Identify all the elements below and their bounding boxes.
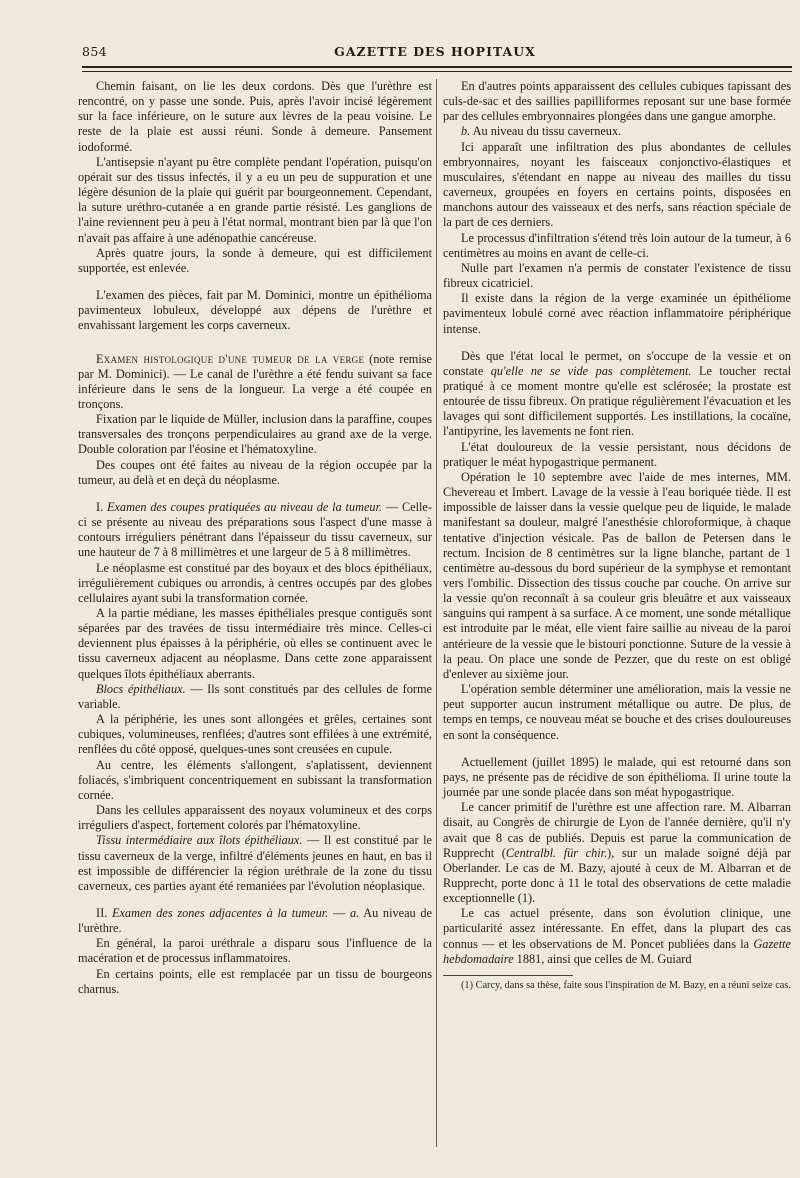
paragraph: Chemin faisant, on lie les deux cordons. Dès que l'urèthre est rencontré, on y passe une sonde. Puis, après l'avoir incisé légèrement sur la face inférieure, on le suture aux lèvres de la peau voisine. Le reste de la plaie est aussi réuni. Sonde à demeure. Pansement iodoformé. <box>78 79 432 154</box>
paragraph <box>443 800 791 906</box>
paragraph: L'opération semble déterminer une amélioration, mais la vessie ne peut supporter aucun instrument métallique ou autre. De plus, de temps en temps, ce nouveau méat se bouche et des crises douloureuses en sont la conséquence. <box>443 682 791 742</box>
paragraph: Ici apparaît une infiltration des plus abondantes de cellules embryonnaires, noyant les faisceaux conjonctivo-élastiques et musculaires, s'étendant en nappe au niveau des mailles du tissu caverneux, groupées en foyers en certains points, disposées en manchons autour des vaisseaux et des nerfs, sans réaction spéciale de la part de ces derniers. <box>443 139 791 230</box>
paragraph-text: Au niveau du tissu caverneux. <box>470 124 622 139</box>
paragraph-text: ), sur un malade soigné déjà par Oberlander. Le cas de M. Bazy, ajouté à ceux de M. Albarran et de Rupprecht, porte donc à 11 le total des observations de cette maladie exceptionnelle (1). <box>443 845 791 906</box>
paragraph: L'examen des pièces, fait par M. Dominici, montre un épithélioma pavimenteux lobuleux, développé aux dépens de l'urèthre et envahissant largement les corps caverneux. <box>78 288 432 333</box>
subsection-title: Tissu intermédiaire aux îlots épithéliaux. <box>96 833 303 848</box>
paragraph-text: Le cas actuel présente, dans son évolution clinique, une particularité assez intéressante. En effet, dans la plupart des cas connus — et les observations de M. Poncet publiées dans la <box>443 906 791 951</box>
paragraph: Fixation par le liquide de Müller, inclusion dans la paraffine, coupes transversales des tronçons perpendiculaires au grand axe de la verge. Double coloration par l'éosine et l'hématoxyline. <box>78 412 432 457</box>
page-number: 854 <box>82 44 108 59</box>
paragraph: Dans les cellules apparaissent des noyaux volumineux et des corps irréguliers d'aspect, fortement colorés par l'hématoxyline. <box>78 803 432 833</box>
column-divider <box>436 79 437 1147</box>
paragraph-text: — Ils sont constitués par des cellules de forme variable. <box>78 681 432 711</box>
paragraph <box>78 906 432 936</box>
paragraph <box>443 906 791 967</box>
paragraph-text: Le toucher rectal pratiqué à ce moment montre qu'elle est sclérosée; la prostate est entourée de tissu fibreux. On pratique régulièrement l'évacuation et les lavages qui sont difficilement supportés. Les instillations, la cocaïne, l'antipyrine, les lavements ne font rien. <box>443 363 791 439</box>
header-rule-thick <box>82 66 792 68</box>
section-number: II. <box>96 905 112 920</box>
paragraph <box>78 500 432 561</box>
paragraph: Des coupes ont été faites au niveau de la région occupée par la tumeur, au delà et en deçà du néoplasme. <box>78 457 432 487</box>
journal-title: GAZETTE DES HOPITAUX <box>334 44 536 59</box>
right-column <box>443 79 791 993</box>
paragraph: Il existe dans la région de la verge examinée un épithéliome pavimenteux lobulé corné avec réaction inflammatoire périphérique intense. <box>443 291 791 336</box>
paragraph: Après quatre jours, la sonde à demeure, qui est difficilement supportée, est enlevée. <box>78 245 432 275</box>
subsection-title: Examen des zones adjacentes à la tumeur. <box>111 905 329 920</box>
subsection-letter: a. <box>349 905 360 920</box>
paragraph: En d'autres points apparaissent des cellules cubiques tapissant des culs-de-sac et des saillies papilliformes reposant sur une base formée par des cellules embryonnaires plongées dans une gangue amorphe. <box>443 79 791 124</box>
paragraph: Opération le 10 septembre avec l'aide de mes internes, MM. Chevereau et Imbert. Lavage de la vessie à l'eau boriquée tiède. Il est impossible de laisser dans la vessie quelque peu de liquide, le malade manifestant sa douleur, malgré l'anesthésie chloroformique, à chaque tentative d'injection vésicale. Pas de ballon de Petersen dans le rectum. Incision de 8 centimètres sur la ligne blanche, partant de 1 centimètre au-dessous du bord supérieur de la symphyse et remontant vers l'ombilic. Dissection des tissus couche par couche. On arrive sur la vessie qu'on reconnaît à sa couleur gris bleuâtre et aux vaisseaux sanguins qui rampent à sa surface. A ce moment, une sonde métallique est introduite par le méat, elle vient faire saillie au niveau de la paroi antérieure de la vessie que le bistouri ponctionne. Suture de la vessie à la peau. On place une sonde de Pezzer, que du reste on est obligé d'enlever au sixième jour. <box>443 469 791 681</box>
paragraph-text: Dès que l'état local le permet, on s'occupe de la vessie et on constate <box>443 348 791 378</box>
paragraph: Nulle part l'examen n'a permis de constater l'existence de tissu fibreux cicatriciel. <box>443 260 791 291</box>
section-heading: Examen histologique d'une tumeur de la verge <box>96 351 365 366</box>
paragraph: A la partie médiane, les masses épithéliales presque contiguës sont séparées par des travées de tissu intermédiaire très mince. Celles-ci deviennent plus épaisses à la périphérie, où elles se continuent avec le tissu caverneux adjacent au néoplasme. Dans cette zone apparaissent quelques îlots épithéliaux aberrants. <box>78 606 432 681</box>
subsection-title: Examen des coupes pratiquées au niveau de la tumeur. <box>106 499 383 514</box>
paragraph: En certains points, elle est remplacée par un tissu de bourgeons charnus. <box>78 966 432 996</box>
footnote: (1) Carcy, dans sa thèse, faite sous l'inspiration de M. Bazy, en a réuni seize cas. <box>461 979 791 991</box>
section-heading-paragraph <box>78 352 432 413</box>
paragraph: L'antisepsie n'ayant pu être complète pendant l'opération, puisqu'on opérait sur des tissus infectés, il y a eu un peu de suppuration et une légère désunion de la plaie qui guérit par bourgeonnement. Cependant, la suture uréthro-cutanée a en grande partie résisté. Les ganglions de l'aine reviennent peu à peu à l'état normal, montrant bien par là que l'on n'avait pas affaire à une adénopathie cancéreuse. <box>78 154 432 245</box>
paragraph-text: Au niveau de l'urèthre. <box>78 905 432 936</box>
paragraph: Le néoplasme est constitué par des boyaux et des blocs épithéliaux, irrégulièrement cubiques ou arrondis, à centres occupés par des globes cellulaires ayant subi la transformation cornée. <box>78 560 432 605</box>
paragraph-text: 1881, ainsi que celles de M. Guiard <box>513 951 692 966</box>
paragraph: A la périphérie, les unes sont allongées et grêles, certaines sont cubiques, volumineuses, renflées; d'autres sont effilées à une extrémité, renflées du côté opposé, quelques-unes sont creusées en cupule. <box>78 712 432 757</box>
dash: — <box>328 905 350 920</box>
citation: Centralbl. für chir. <box>505 845 608 860</box>
paragraph <box>443 349 791 440</box>
subsection-letter: b. <box>461 124 471 139</box>
paragraph-text: (note remise par M. Dominici). — Le canal de l'urèthre a été fendu suivant sa face inférieure dans le sens de la longueur. La verge a été coupée en tronçons. <box>78 351 433 411</box>
paragraph-text: Le cancer primitif de l'urèthre est une affection rare. M. Albarran disait, au Congrès de chirurgie de Lyon de l'année dernière, qu'il n'y avait que 8 cas de publiés. Depuis est parue la communication de Rupprecht ( <box>443 800 791 860</box>
footnote-rule <box>443 975 573 976</box>
paragraph-text: — Il est constitué par le tissu caverneux de la verge, infiltré d'éléments jeunes en haut, en bas il est impossible de différencier la région uréthrale de la zone du tissu caverneux, ces parties ayant été remaniées par l'évolution néoplasique. <box>78 833 432 893</box>
left-column <box>78 79 432 997</box>
page-header <box>82 44 788 60</box>
paragraph: En général, la paroi uréthrale a disparu sous l'influence de la macération et de processus inflammatoires. <box>78 936 432 966</box>
header-rule-thin <box>82 71 792 72</box>
emphasis: qu'elle ne se vide pas complètement. <box>490 363 692 378</box>
paragraph: Le processus d'infiltration s'étend très loin autour de la tumeur, à 6 centimètres au moins en avant de celle-ci. <box>443 230 791 260</box>
paragraph: Actuellement (juillet 1895) le malade, qui est retourné dans son pays, ne présente pas de récidive de son épithélioma. Il urine toute la journée par une sonde placée dans son méat hypogastrique. <box>443 754 791 800</box>
paragraph <box>78 833 432 894</box>
paragraph: L'état douloureux de la vessie persistant, nous décidons de pratiquer le méat hypogastrique permanent. <box>443 439 791 469</box>
section-number: I. <box>96 499 107 514</box>
citation: Gazette hebdomadaire <box>443 936 791 966</box>
paragraph-text: — Celle-ci se présente au niveau des préparations sous l'aspect d'une masse à contours irréguliers pénétrant dans l'épaisseur du tissu caverneux, sur une hauteur de 7 à 8 millimètres et une largeur de 5 à 8 millimètres. <box>78 499 432 560</box>
paragraph: Au centre, les éléments s'allongent, s'aplatissent, deviennent foliacés, s'imbriquent concentriquement en subissant la transformation cornée. <box>78 757 432 802</box>
paragraph <box>443 124 791 139</box>
subsection-title: Blocs épithéliaux. <box>96 681 186 696</box>
paragraph <box>78 682 432 712</box>
